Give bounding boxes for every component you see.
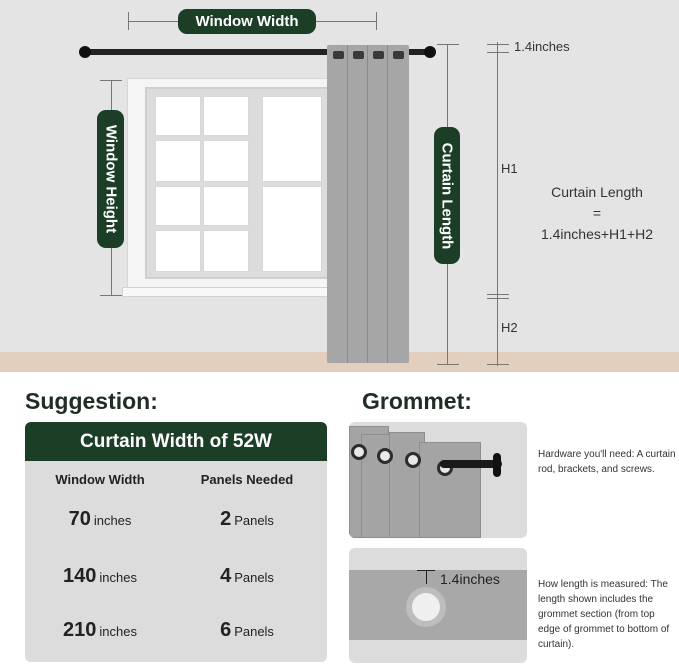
panels-unit: Panels xyxy=(234,570,274,585)
window-pane xyxy=(155,230,201,272)
grommet-rod-image xyxy=(349,422,527,538)
window-sill xyxy=(122,287,332,297)
curtain-fold xyxy=(387,45,388,363)
panels-value: 4 xyxy=(220,565,232,587)
grommet-mark xyxy=(353,51,364,59)
curtain-length-label xyxy=(434,127,460,264)
window-pane xyxy=(203,230,249,272)
rod-finial-left xyxy=(79,46,91,58)
detail-label: 1.4inches xyxy=(440,571,500,587)
suggestion-table xyxy=(25,422,327,662)
top-gap-label: 1.4inches xyxy=(514,39,570,54)
dimension-tick xyxy=(417,570,435,571)
width-unit: inches xyxy=(99,624,137,639)
window-pane xyxy=(155,140,201,182)
dimension-tick xyxy=(437,364,459,365)
formula-line: 1.4inches+H1+H2 xyxy=(540,226,654,242)
grommet-title: Grommet: xyxy=(362,388,472,414)
width-value: 140 xyxy=(63,565,97,587)
rod-finial-right xyxy=(424,46,436,58)
window-pane xyxy=(203,96,249,136)
dimension-tick xyxy=(487,298,509,299)
grommet-mark xyxy=(373,51,384,59)
suggestion-title: Suggestion: xyxy=(25,388,158,414)
window-pane xyxy=(203,140,249,182)
window-width-label: Window Width xyxy=(178,9,316,34)
table-row xyxy=(25,565,327,595)
width-unit: inches xyxy=(99,570,137,585)
h1-label: H1 xyxy=(501,161,518,176)
window-pane xyxy=(262,96,322,182)
curtain-length-text: Curtain Length xyxy=(438,142,456,249)
grommet-ring xyxy=(377,448,393,464)
panels-value: 2 xyxy=(220,508,232,530)
width-unit: inches xyxy=(93,513,132,528)
curtain-length-formula xyxy=(522,182,672,245)
curtain-panel xyxy=(327,45,409,363)
window-height-text: Window Height xyxy=(102,124,119,234)
grommet-ring xyxy=(405,452,421,468)
window-pane xyxy=(203,186,249,226)
table-title: Curtain Width of 52W xyxy=(25,422,327,461)
height-breakdown-line xyxy=(497,42,498,366)
table-row xyxy=(25,508,327,538)
curtain-fold xyxy=(347,45,348,363)
panels-value: 6 xyxy=(220,619,232,641)
formula-line: = xyxy=(592,205,602,221)
dimension-tick xyxy=(100,80,122,81)
dimension-tick xyxy=(487,44,509,45)
finial-illustration xyxy=(493,453,501,477)
window-pane xyxy=(155,186,201,226)
dimension-tick xyxy=(487,364,509,365)
detail-dimension-line xyxy=(426,570,427,584)
grommet-mark xyxy=(333,51,344,59)
dimension-tick xyxy=(437,44,459,45)
column-header-window-width: Window Width xyxy=(55,472,145,487)
dimension-tick xyxy=(487,52,509,53)
dimension-tick xyxy=(487,294,509,295)
measure-note: How length is measured: The length shown includes the grommet section (from top edge of grommet to bottom of curtain). xyxy=(538,579,670,650)
table-row xyxy=(25,619,327,649)
panels-unit: Panels xyxy=(234,513,274,528)
curtain-fold xyxy=(367,45,368,363)
grommet-mark xyxy=(393,51,404,59)
grommet-panel-fold xyxy=(419,442,481,538)
window-pane xyxy=(155,96,201,136)
h2-label: H2 xyxy=(501,320,518,335)
grommet-ring xyxy=(351,444,367,460)
dimension-tick xyxy=(376,12,377,30)
panels-unit: Panels xyxy=(234,624,274,639)
window-pane xyxy=(262,186,322,272)
formula-line: Curtain Length xyxy=(551,184,643,200)
hardware-note: Hardware you'll need: A curtain rod, brackets, and screws. xyxy=(538,449,676,475)
dimension-tick xyxy=(100,295,122,296)
dimension-tick xyxy=(128,12,129,30)
column-header-panels-needed: Panels Needed xyxy=(200,472,294,487)
width-value: 70 xyxy=(68,508,91,530)
width-value: 210 xyxy=(63,619,97,641)
window-height-label xyxy=(97,110,124,248)
grommet-closeup-ring xyxy=(406,587,446,627)
